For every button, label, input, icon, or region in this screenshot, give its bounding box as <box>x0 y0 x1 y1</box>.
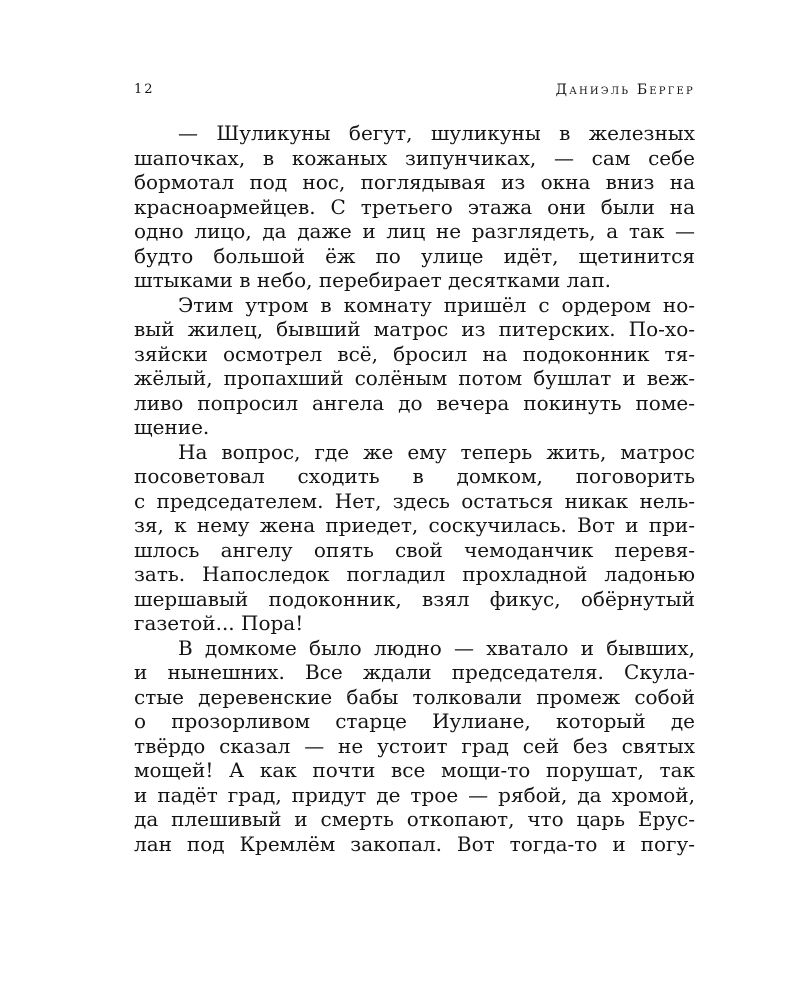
text-line: стые деревенские бабы толковали промеж собой <box>134 684 695 709</box>
text-line: зяйски осмотрел всё, бросил на подоконник тя- <box>134 341 695 366</box>
text-line: одно лицо, да даже и лиц не разглядеть, а так — <box>134 219 695 243</box>
text-line: шлось ангелу опять свой чемоданчик перевя- <box>134 537 695 562</box>
text-line: красноармейцев. С третьего этажа они были на <box>134 194 695 219</box>
text-line: зать. Напоследок погладил прохладной ладонью <box>134 562 695 586</box>
text-line: с председателем. Нет, здесь остаться никак нель- <box>134 488 695 513</box>
text-line: штыками в небо, перебирает десятками лап. <box>134 268 612 292</box>
text-line: и нынешних. Все ждали председателя. Скула- <box>134 660 695 684</box>
text-line: На вопрос, где же ему теперь жить, матрос <box>178 439 695 464</box>
text-line: Этим утром в комнату пришёл с ордером но- <box>178 292 695 317</box>
text-line: — Шуликуны бегут, шуликуны в железных <box>178 121 695 145</box>
text-line: ливо попросил ангела до вечера покинуть поме- <box>134 390 695 415</box>
body-text <box>134 121 695 856</box>
page-number: 12 <box>134 82 155 97</box>
text-line: зя, к нему жена приедет, соскучилась. Вот и при- <box>134 513 695 537</box>
text-line: В домкоме было людно — хватало и бывших, <box>178 635 695 660</box>
text-line: шершавый подоконник, взял фикус, обёрнутый <box>134 586 695 611</box>
text-line: шапочках, в кожаных зипунчиках, — сам себе <box>134 145 695 170</box>
text-line: бормотал под нос, поглядывая из окна вниз на <box>134 170 695 194</box>
text-line: вый жилец, бывший матрос из питерских. По-хо- <box>134 317 695 341</box>
text-line: посоветовал сходить в домком, поговорить <box>134 464 695 488</box>
text-line: твёрдо сказал — не устоит град сей без святых <box>134 733 695 758</box>
running-head <box>134 80 695 100</box>
text-line: газетой... Пора! <box>134 611 304 635</box>
text-line: о прозорливом старце Иулиане, который де <box>134 709 695 733</box>
text-line: щение. <box>134 415 210 439</box>
text-line: будто большой ёж по улице идёт, щетинится <box>134 243 695 268</box>
text-line: жёлый, пропахший солёным потом бушлат и веж- <box>134 366 695 390</box>
text-line: да плешивый и смерть откопают, что царь Ерус- <box>134 807 695 831</box>
text-line: мощей! А как почти все мощи-то порушат, так <box>134 758 695 782</box>
running-head-author: Даниэль Бергер <box>555 82 695 98</box>
text-line: лан под Кремлём закопал. Вот тогда-то и погу- <box>134 831 695 856</box>
text-line: и падёт град, придут де трое — рябой, да хромой, <box>134 782 695 807</box>
